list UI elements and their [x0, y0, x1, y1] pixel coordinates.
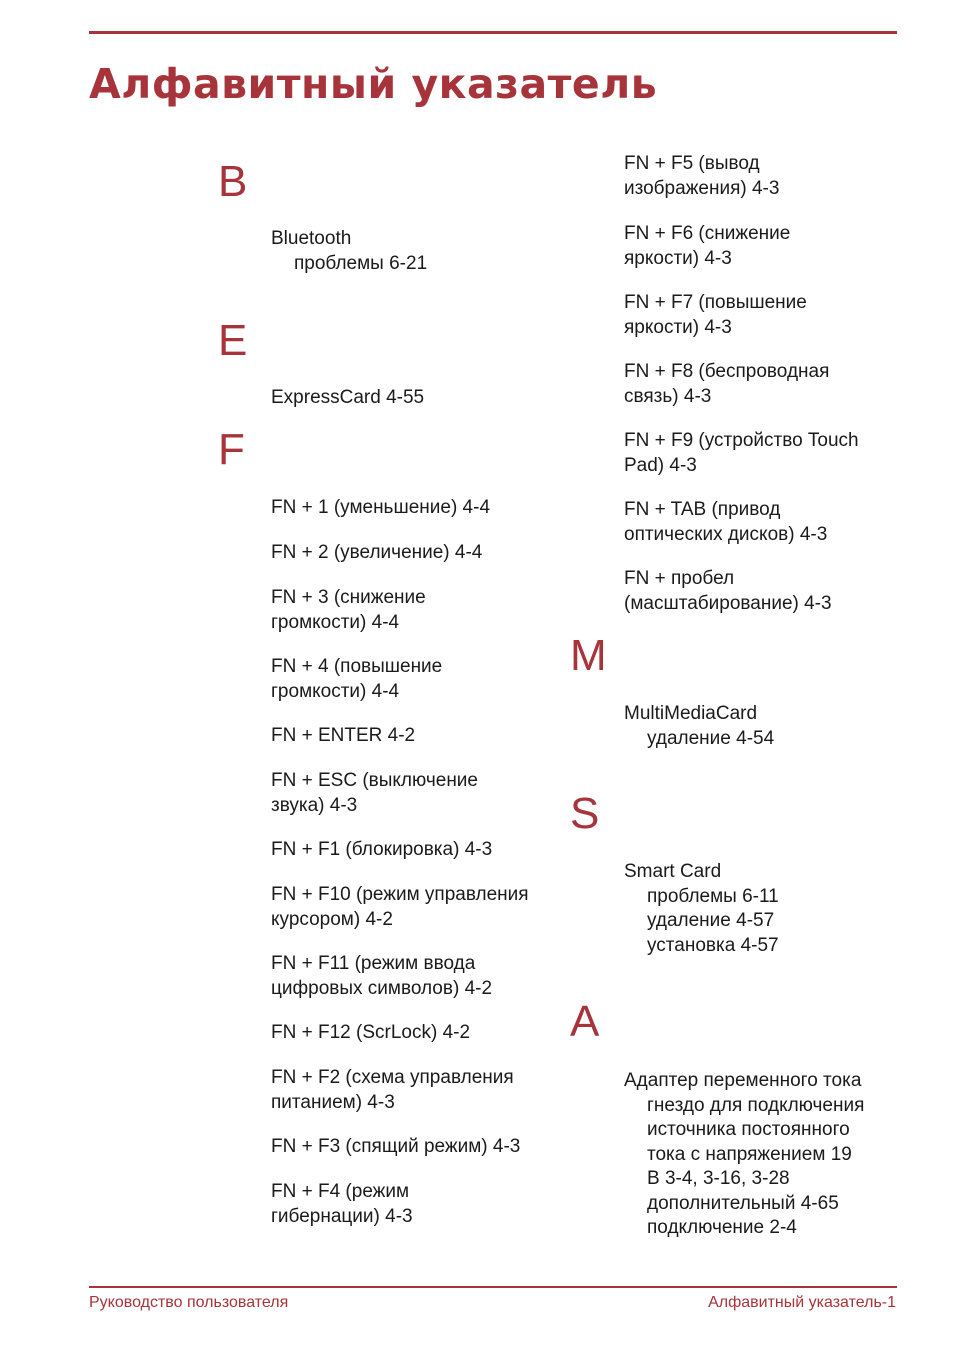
entry-term: Smart Card: [624, 861, 722, 882]
entry-line: FN + F12 (ScrLock) 4-2: [271, 1022, 471, 1043]
entry-line: FN + F3 (спящий режим) 4-3: [271, 1136, 521, 1157]
entry-subterm: установка 4-57: [647, 934, 779, 956]
index-entry-expresscard: ExpressCard 4-55: [271, 387, 425, 408]
index-letter-m: M: [570, 631, 607, 680]
entry-subterm: подключение 2-4: [647, 1217, 797, 1238]
entry-subterm: проблемы 6-11: [647, 885, 779, 907]
entry-line: FN + F2 (схема управления: [271, 1067, 514, 1088]
index-entry: [271, 1180, 413, 1229]
entry-line: FN + 4 (повышение: [271, 656, 443, 677]
index-entry-ac-adapter: [624, 1069, 864, 1241]
footer-rule: [89, 1286, 897, 1288]
footer-page-number: Алфавитный указатель-1: [708, 1294, 896, 1311]
entry-line: (масштабирование) 4-3: [624, 592, 832, 614]
entry-line: FN + 2 (увеличение) 4-4: [271, 542, 483, 563]
entry-line: FN + F11 (режим ввода: [271, 953, 476, 974]
entry-line: громкости) 4-4: [271, 680, 400, 702]
entry-line: FN + F1 (блокировка) 4-3: [271, 839, 493, 860]
entry-line: FN + F7 (повышение: [624, 292, 807, 313]
entry-line: яркости) 4-3: [624, 247, 732, 269]
entry-line: FN + F5 (вывод: [624, 153, 760, 174]
index-entry-smart-card: [624, 860, 779, 958]
page-title: Алфавитный указатель: [89, 60, 658, 108]
footer-manual-title: Руководство пользователя: [89, 1294, 289, 1311]
entry-line: изображения) 4-3: [624, 177, 780, 199]
entry-subterm: удаление 4-54: [647, 727, 775, 749]
index-letter-f: F: [218, 425, 245, 474]
index-entry: [271, 838, 492, 863]
entry-line: FN + TAB (привод: [624, 499, 781, 520]
entry-line: связь) 4-3: [624, 385, 712, 407]
index-entry-bluetooth: [271, 227, 427, 276]
index-entry: [624, 360, 829, 409]
entry-line: FN + 3 (снижение: [271, 587, 426, 608]
entry-line: FN + 1 (уменьшение) 4-4: [271, 497, 491, 518]
entry-line: FN + F9 (устройство Touch: [624, 430, 859, 451]
entry-subterm: дополнительный 4-65: [647, 1192, 839, 1214]
entry-line: FN + F10 (режим управления: [271, 884, 529, 905]
entry-term: MultiMediaCard: [624, 703, 758, 724]
entry-line: курсором) 4-2: [271, 908, 393, 930]
entry-subterm: удаление 4-57: [647, 910, 775, 931]
entry-line: яркости) 4-3: [624, 316, 732, 338]
entry-line: громкости) 4-4: [271, 611, 400, 633]
index-entry: [271, 496, 490, 521]
index-letter-e: E: [218, 316, 248, 365]
index-entry: [624, 222, 790, 271]
index-entry-multimediacard: [624, 702, 774, 751]
index-entry: [271, 586, 426, 635]
entry-line: звука) 4-3: [271, 794, 358, 816]
entry-line: питанием) 4-3: [271, 1091, 395, 1113]
entry-term: Bluetooth: [271, 228, 352, 249]
index-letter-a-cyrillic: А: [570, 997, 600, 1046]
index-entry: [271, 1066, 514, 1115]
entry-subterm: проблемы 6-21: [294, 252, 428, 274]
index-entry: [624, 152, 779, 201]
header-rule: [89, 31, 897, 34]
entry-line: оптических дисков) 4-3: [624, 523, 828, 545]
index-entry: [271, 883, 529, 932]
index-entry: [271, 952, 492, 1001]
entry-subterm: тока с напряжением 19: [647, 1143, 852, 1165]
index-entry: [271, 541, 482, 566]
index-entry: [271, 769, 478, 818]
entry-line: FN + пробел: [624, 568, 735, 589]
entry-line: гибернации) 4-3: [271, 1205, 413, 1227]
entry-line: FN + F6 (снижение: [624, 223, 791, 244]
entry-subterm: источника постоянного: [647, 1119, 850, 1140]
index-entry: [624, 429, 859, 478]
entry-term: Адаптер переменного тока: [624, 1070, 862, 1091]
index-entry: [271, 724, 415, 749]
index-entry: [271, 1135, 520, 1160]
entry-line: Pad) 4-3: [624, 454, 697, 476]
index-entry: [624, 567, 832, 616]
entry-line: цифровых символов) 4-2: [271, 977, 493, 999]
entry-line: FN + ESC (выключение: [271, 770, 478, 791]
entry-subterm: гнездо для подключения: [647, 1094, 865, 1116]
index-letter-b: B: [218, 157, 248, 206]
index-entry: [624, 498, 827, 547]
index-letter-s: S: [570, 789, 600, 838]
index-entry: [624, 291, 807, 340]
entry-subterm: В 3-4, 3-16, 3-28: [647, 1168, 790, 1189]
entry-line: FN + F4 (режим: [271, 1181, 410, 1202]
index-entry: [271, 655, 442, 704]
entry-line: FN + ENTER 4-2: [271, 725, 416, 746]
index-entry: [271, 1021, 470, 1046]
entry-line: FN + F8 (беспроводная: [624, 361, 830, 382]
